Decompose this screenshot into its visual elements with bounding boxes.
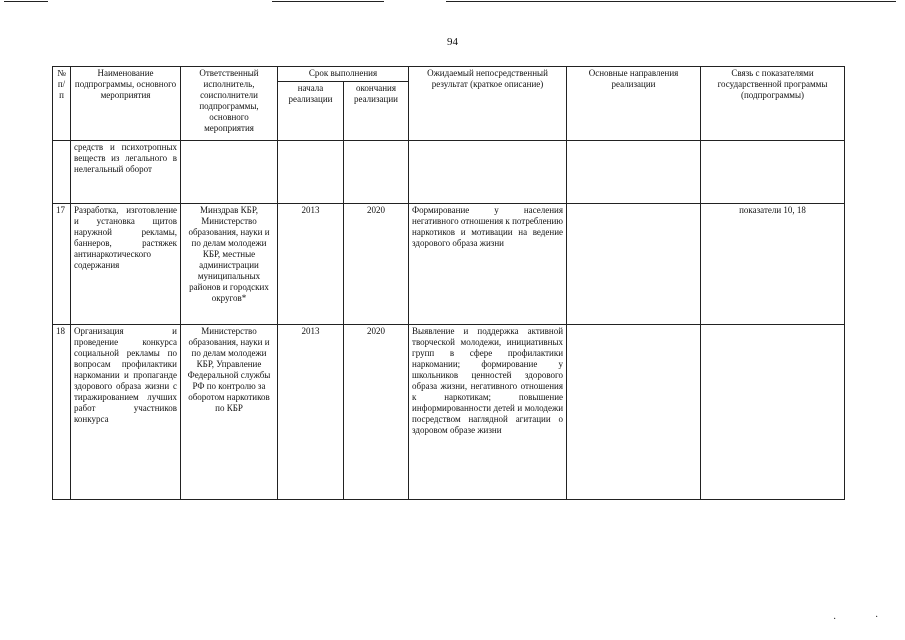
cell-name: Организация и проведение конкурса социальной рекламы по вопросам профилактики наркомании и пропаганде здорового образа жизни с тиражированием лучших работ участников конкурса [71,325,181,500]
scan-top-line-left [4,1,48,2]
col-header-name: Наименование подпрограммы, основного мероприятия [71,67,181,141]
cell-directions [567,204,701,325]
cell-num: 17 [53,204,71,325]
cell-result: Выявление и поддержка активной творческой молодежи, инициативных групп в сфере профилактики наркомании; формирование у школьников ценностей здорового образа жизни, негативного отношения к наркотикам; повышение информированности детей и молодежи посредством наглядной агитации о здоровом образе жизни [409,325,567,500]
cell-directions [567,141,701,204]
program-table [52,66,845,500]
col-header-term-end: окончания реализации [344,82,409,141]
cell-num: 18 [53,325,71,500]
cell-result [409,141,567,204]
cell-name: Разработка, изготовление и установка щитов наружной рекламы, баннеров, растяжек антинаркотического содержания [71,204,181,325]
cell-num [53,141,71,204]
cell-result: Формирование у населения негативного отношения к потреблению наркотиков и мотивации на ведение здорового образа жизни [409,204,567,325]
col-header-term-start: начала реализации [278,82,344,141]
cell-end [344,141,409,204]
cell-end: 2020 [344,325,409,500]
scan-top-line-mid [272,1,384,2]
cell-link: показатели 10, 18 [701,204,845,325]
cell-link [701,141,845,204]
table-row [53,325,845,500]
col-header-result: Ожидаемый непосредственный результат (краткое описание) [409,67,567,141]
table-row [53,141,845,204]
col-header-term: Срок выполнения [278,67,409,82]
col-header-link: Связь с показателями государственной программы (подпрограммы) [701,67,845,141]
cell-start: 2013 [278,204,344,325]
scan-top-line-right [446,1,896,2]
cell-start: 2013 [278,325,344,500]
col-header-directions: Основные направления реализации [567,67,701,141]
table-row [53,204,845,325]
scan-speck: · [833,614,837,625]
col-header-executor: Ответственный исполнитель, соисполнители подпрограммы, основного мероприятия [181,67,278,141]
scan-speck: · [875,612,879,623]
header-row-1 [53,67,845,82]
cell-executor: Минздрав КБР, Министерство образования, науки и по делам молодежи КБР, местные администрации муниципальных районов и городских округов* [181,204,278,325]
cell-link [701,325,845,500]
cell-start [278,141,344,204]
col-header-num: № п/ п [53,67,71,141]
cell-directions [567,325,701,500]
page-number: 94 [447,36,458,48]
cell-executor: Министерство образования, науки и по делам молодежи КБР, Управление Федеральной службы РФ по контролю за оборотом наркотиков по КБР [181,325,278,500]
cell-end: 2020 [344,204,409,325]
cell-name: средств и психотропных веществ из легального в нелегальный оборот [71,141,181,204]
cell-executor [181,141,278,204]
